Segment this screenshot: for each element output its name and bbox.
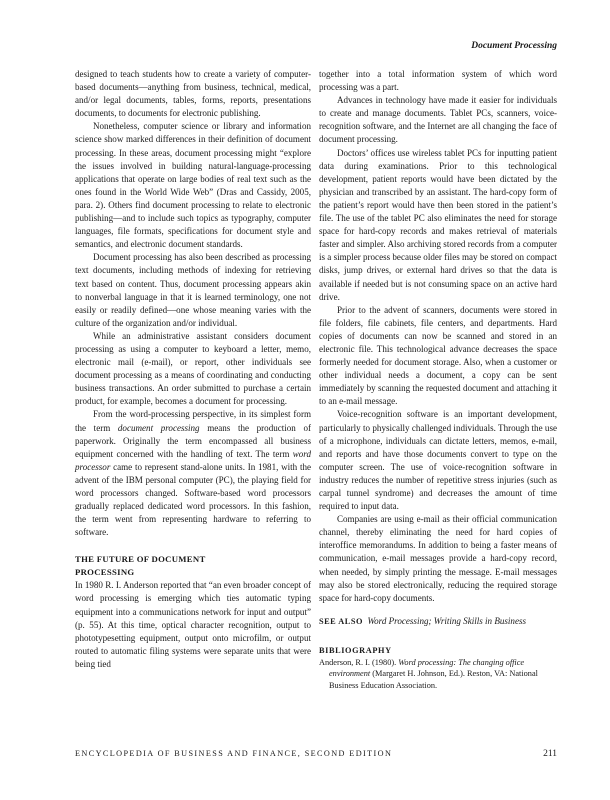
paragraph: together into a total information system of which word processing was a part.: [319, 69, 557, 93]
paragraph: Doctors’ offices use wireless tablet PCs for inputting patient data during examinations. Prior to this technological development, patient reports would have been dictated by the physician and transcribed by an assistant. The hard-copy form of the patient’s report would have then been stored in the patient’s file. The use of the tablet PC also eliminates the need for storage space for hard-copy records and makes retrieval of materials faster and simpler. Also archiving stored records from a computer is a simpler process because older files may be stored on compact disks, jump drives, or external hard drives so that the data is available if needed but is not consuming space on an active hard drive.: [319, 147, 557, 302]
bibliography-entry: Anderson, R. I. (1980). Word processing: The changing office environment (Margaret H. Johnson, Ed.). Reston, VA: National Business Education Association.: [319, 658, 538, 690]
paragraph: Voice-recognition software is an important development, particularly to physically challenged individuals. Through the use of a microphone, individuals can dictate letters, memos, e-mail, and reports and have those documents convert to type on the computer screen. The use of voice-recognition software in industry reduces the number of repetitive stress injuries (such as carpal tunnel syndrome) and decreases the amount of time required to input data.: [319, 409, 557, 512]
paragraph: Nonetheless, computer science or library and information science show marked differences in their definition of document processing. In these areas, document processing might “explore the issues involved in building natural-language-processing applications that operate on large bodies of real text such as the ones found in the World Wide Web” (Dras and Cassidy, 2005, para. 2). Others find document processing to relate to electronic publishing—and to include such topics as typography, computer languages, file formats, specifications for document style and semantics, and electronic document standards.: [75, 121, 311, 250]
page-footer: [75, 749, 557, 758]
running-head: Document Processing: [471, 41, 557, 51]
left-column: [75, 68, 311, 671]
paragraph: Advances in technology have made it easier for individuals to create and manage documents. Tablet PCs, scanners, voice-recognition software, and the Internet are all changing the face of document processing.: [319, 95, 557, 145]
paragraph: While an administrative assistant considers document processing as using a computer to keyboard a letter, memo, electronic mail (e-mail), or report, other individuals see document processing as a means of coordinating and conducting business transactions. An order submitted to purchase a certain product, for example, becomes a document for processing.: [75, 330, 311, 407]
see-also-links[interactable]: Word Processing; Writing Skills in Business: [367, 615, 527, 626]
paragraph: In 1980 R. I. Anderson reported that “an even broader concept of word processing is emerging which ties automatic typing equipment into a communications network for input and output” (p. 55). At this time, optical character recognition, output to phototypesetting equipment, output onto microfilm, or output routed to automatic filing systems were separate units that were being tied: [75, 580, 311, 669]
paragraph: From the word-processing perspective, in its simplest form the term document processing means the production of paperwork. Originally the term encompassed all business equipment concerned with the handling of text. The term word processor came to represent stand-alone units. In 1981, with the advent of the IBM personal computer (PC), the playing field for word processors changed. Software-based word processors gradually replaced dedicated word processors. In this fashion, the term went from representing hardware to referring to software.: [75, 409, 311, 538]
paragraph: Companies are using e-mail as their official communication channel, thereby eliminating the need for hard copies of interoffice memorandums. In addition to being a faster means of communication, e-mail messages provide a hard-copy record, when needed, by simply printing the message. E-mail messages may also be stored electronically, reducing the required storage space for hard-copy documents.: [319, 514, 557, 603]
bibliography-heading: BIBLIOGRAPHY: [319, 645, 392, 655]
see-also: SEE ALSO Word Processing; Writing Skills in Business: [319, 615, 527, 626]
paragraph: Prior to the advent of scanners, documents were stored in file folders, file cabinets, file centers, and departments. Hard copies of documents can now be scanned and stored in an electronic file. This technological advance decreases the space formerly needed for document storage. Also, when a customer or other individual needs a document, a copy can be sent immediately by scanning the requested document and attaching it to an e-mail message.: [319, 304, 557, 407]
page-number: 211: [543, 749, 557, 759]
footer-title: ENCYCLOPEDIA OF BUSINESS AND FINANCE, SECOND EDITION: [75, 749, 393, 758]
section-heading: THE FUTURE OF DOCUMENT PROCESSING: [75, 554, 206, 578]
paragraph: Document processing has also been described as processing text documents, including methods of indexing for retrieving text based on content. Thus, document processing appears akin to nonverbal language in that it is learned terminology, one not easily or readily defined—one whose meaning varies with the culture of the organization and/or individual.: [75, 252, 311, 328]
paragraph: designed to teach students how to create a variety of computer-based documents—anything from business, technical, medical, and/or legal documents, tables, forms, reports, presentations documents, to documents for electronic publishing.: [75, 69, 311, 119]
right-column: [319, 68, 557, 691]
